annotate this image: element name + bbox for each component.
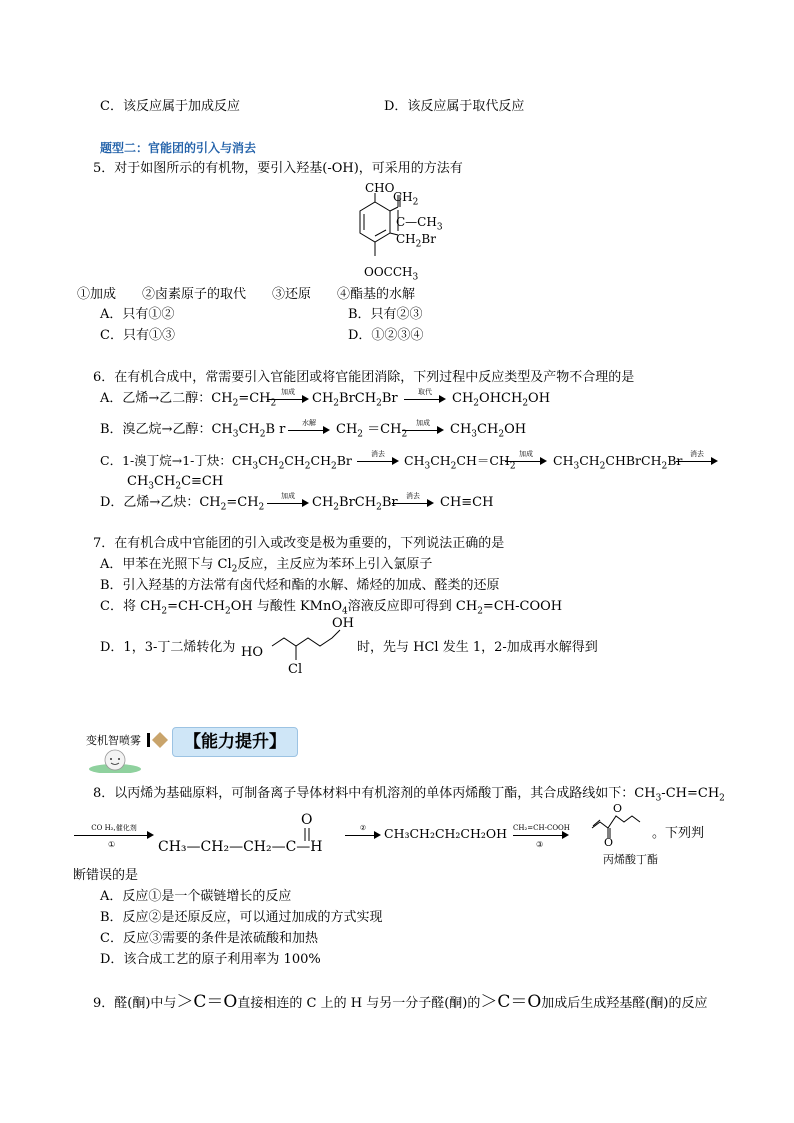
q8-double-bond <box>300 828 314 842</box>
q8-option-d: D．该合成工艺的原子利用率为 100% <box>100 952 321 967</box>
q7-stem: 7．在有机合成中官能团的引入或改变是极为重要的，下列说法正确的是 <box>93 536 505 551</box>
q5-ester: $OOCCH_3$ <box>364 265 419 283</box>
q5-option-c: C．只有①③ <box>100 328 175 343</box>
q5-option-d: D．①②③④ <box>348 328 424 343</box>
q6-b-arrow1: 水解 <box>288 422 330 436</box>
q6-option-d: D．乙烯→乙炔：$CH_2=CH_2$ <box>100 495 265 513</box>
q8-arrow1: CO H₂,催化剂 <box>74 827 154 841</box>
q8-arrow3: CH₂=CH-COOH <box>513 827 569 841</box>
q8-option-c: C．反应③需要的条件是浓硫酸和加热 <box>100 931 318 946</box>
q6-a-product: $CH_2OHCH_2OH$ <box>452 391 551 409</box>
banner-badge-text: 变机智喷雾 <box>86 734 141 747</box>
q7-option-d-tail: 时，先与 HCl 发生 1，2-加成再水解得到 <box>357 640 598 655</box>
q6-b-arrow2: 加成 <box>402 422 444 436</box>
q6-c-arrow1: 消去 <box>357 453 399 467</box>
q6-a-arrow1: 加成 <box>267 391 309 405</box>
q6-option-c: C．1-溴丁烷→1-丁炔：$CH_3CH_2CH_2CH_2Br$ <box>100 453 352 472</box>
q6-c-arrow2: 加成 <box>505 453 547 467</box>
q6-option-a: A．乙烯→乙二醇：$CH_2=CH_2$ <box>100 391 277 409</box>
q5-ch3: $C—CH_3$ <box>396 215 443 233</box>
q6-d-mid: $CH_2BrCH_2Br$ <box>312 495 398 513</box>
q7-mol-oh: OH <box>332 616 354 631</box>
q9-stem: 9．醛(酮)中与＞C＝O直接相连的 C 上的 H 与另一分子醛(酮)的＞C＝O加成后生成羟基醛(酮)的反应 <box>93 992 708 1012</box>
q7-option-d-lead: D．1，3-丁二烯转化为 <box>100 640 236 655</box>
q8-aldehyde: CH₃—CH₂—CH₂—C—H <box>158 839 323 855</box>
q5-cho: CHO <box>365 181 395 195</box>
q6-a-arrow2: 取代 <box>404 391 446 405</box>
q6-stem: 6．在有机合成中，常需要引入官能团或将官能团消除，下列过程中反应类型及产物不合理的是 <box>93 370 635 385</box>
q6-c-arrow3: 消去 <box>676 453 718 467</box>
butyl-acrylate-ester-o: O <box>613 802 623 815</box>
q5-ch2: $CH_2$ <box>393 190 419 208</box>
q6-d-product: CH≡CH <box>440 495 494 510</box>
q6-c-product: $CH_3CH_2C\equiv CH$ <box>127 474 224 492</box>
q5-ch2br: $CH_2Br$ <box>396 232 436 250</box>
q4-option-d: D．该反应属于取代反应 <box>384 99 525 114</box>
q5-methods: ①加成 ②卤素原子的取代 ③还原 ④酯基的水解 <box>77 287 416 302</box>
q5-stem: 5．对于如图所示的有机物，要引入羟基(-OH)，可采用的方法有 <box>93 161 463 176</box>
section-title: 题型二：官能团的引入与消去 <box>100 141 257 155</box>
q8-stem-tail: 断错误的是 <box>73 868 139 883</box>
q7-option-c: C．将 $CH_2=CH-CH_2OH$ 与酸性 KMnO$_4$溶液反应即可得到 $CH_2=CH$-COOH <box>100 599 563 617</box>
q6-d-arrow1: 加成 <box>267 495 309 509</box>
diamond-icon <box>146 730 170 750</box>
q4-option-c: C．该反应属于加成反应 <box>100 99 240 114</box>
q5-option-b: B．只有②③ <box>348 307 423 322</box>
q8-arrow3-label: ③ <box>536 840 544 849</box>
q7-option-a: A．甲苯在光照下与 $Cl_2$反应，主反应为苯环上引入氯原子 <box>100 557 433 575</box>
q8-option-b: B．反应②是还原反应，可以通过加成的方式实现 <box>100 910 383 925</box>
q5-option-a: A．只有①② <box>100 307 175 322</box>
q8-aldehyde-oxygen: O <box>301 812 313 828</box>
section-banner-title: 【能力提升】 <box>172 727 298 757</box>
q7-mol-cl: Cl <box>288 662 303 677</box>
q6-option-b: B．溴乙烷→乙醇：$CH_3CH_2B$ r <box>100 422 286 440</box>
q6-c-mid: $CH_3CH_2CH=CH_2$ <box>404 453 516 472</box>
q6-b-product: $CH_3CH_2OH$ <box>450 422 527 440</box>
q8-butanol: CH₃CH₂CH₂CH₂OH <box>384 826 508 841</box>
q6-a-mid: $CH_2BrCH_2Br$ <box>312 391 398 409</box>
q8-stem-continued: 。下列判 <box>652 826 705 841</box>
q7-mol-ho: HO <box>241 645 263 660</box>
q6-b-mid: $CH_2 =CH_2$ <box>336 422 408 440</box>
q6-c-mid2: $CH_3CH_2CHBrCH_2Br$ <box>553 453 683 472</box>
q8-stem: 8．以丙烯为基础原料，可制备离子导体材料中有机溶剂的单体丙烯酸丁酯，其合成路线如下：$CH_3-CH=CH_2$ <box>93 786 725 804</box>
q8-option-a: A．反应①是一个碳链增长的反应 <box>100 889 292 904</box>
q8-arrow1-label: ① <box>108 840 116 849</box>
butyl-acrylate-name: 丙烯酸丁酯 <box>603 853 658 866</box>
q6-d-arrow2: 消去 <box>392 495 434 509</box>
q8-arrow2: ② <box>345 827 381 841</box>
butyl-acrylate-carbonyl-o: O <box>604 836 614 849</box>
cartoon-face-icon <box>86 747 144 773</box>
q7-option-b: B．引入羟基的方法常有卤代烃和酯的水解、烯烃的加成、醛类的还原 <box>100 578 500 593</box>
